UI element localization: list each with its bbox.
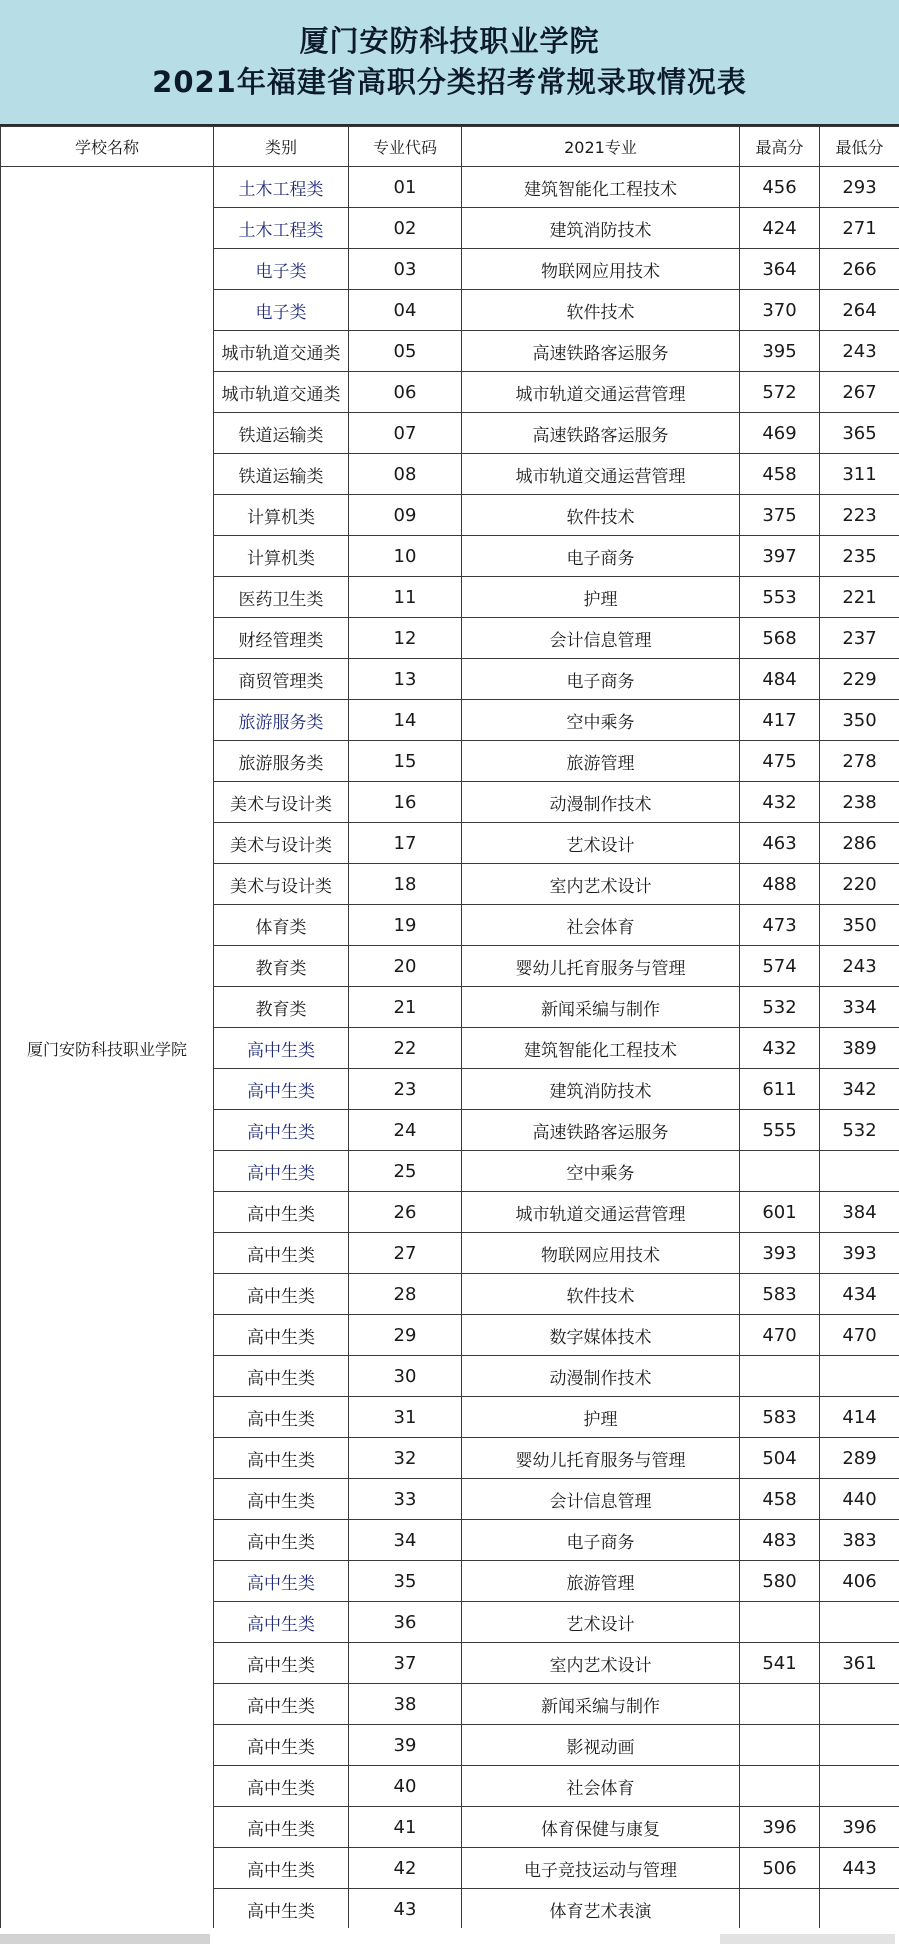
category-cell: 高中生类: [214, 1766, 349, 1807]
max-score-cell: 483: [740, 1520, 820, 1561]
category-cell: 医药卫生类: [214, 577, 349, 618]
min-score-cell: 220: [820, 864, 899, 905]
min-score-cell: 334: [820, 987, 899, 1028]
category-cell: 美术与设计类: [214, 864, 349, 905]
header-major: 2021专业: [462, 127, 740, 167]
major-code-cell: 13: [349, 659, 462, 700]
max-score-cell: 432: [740, 1028, 820, 1069]
max-score-cell: 397: [740, 536, 820, 577]
major-name-cell: 空中乘务: [462, 700, 740, 741]
header-max-score: 最高分: [740, 127, 820, 167]
major-name-cell: 建筑消防技术: [462, 1069, 740, 1110]
major-code-cell: 26: [349, 1192, 462, 1233]
major-code-cell: 41: [349, 1807, 462, 1848]
major-name-cell: 会计信息管理: [462, 618, 740, 659]
category-cell: 高中生类: [214, 1602, 349, 1643]
major-code-cell: 07: [349, 413, 462, 454]
major-name-cell: 电子竞技运动与管理: [462, 1848, 740, 1889]
max-score-cell: 541: [740, 1643, 820, 1684]
category-cell: 铁道运输类: [214, 413, 349, 454]
cutoff-shadow-right: [720, 1934, 895, 1944]
max-score-cell: 583: [740, 1274, 820, 1315]
min-score-cell: 443: [820, 1848, 899, 1889]
major-name-cell: 建筑智能化工程技术: [462, 1028, 740, 1069]
major-code-cell: 22: [349, 1028, 462, 1069]
major-name-cell: 高速铁路客运服务: [462, 413, 740, 454]
min-score-cell: [820, 1356, 899, 1397]
max-score-cell: [740, 1356, 820, 1397]
major-name-cell: 空中乘务: [462, 1151, 740, 1192]
category-cell: 高中生类: [214, 1889, 349, 1930]
major-name-cell: 动漫制作技术: [462, 782, 740, 823]
major-code-cell: 39: [349, 1725, 462, 1766]
major-name-cell: 艺术设计: [462, 823, 740, 864]
max-score-cell: 458: [740, 1479, 820, 1520]
min-score-cell: [820, 1602, 899, 1643]
category-cell: 城市轨道交通类: [214, 331, 349, 372]
min-score-cell: 243: [820, 946, 899, 987]
major-code-cell: 32: [349, 1438, 462, 1479]
major-code-cell: 19: [349, 905, 462, 946]
max-score-cell: 424: [740, 208, 820, 249]
major-code-cell: 28: [349, 1274, 462, 1315]
category-cell: 美术与设计类: [214, 782, 349, 823]
major-name-cell: 护理: [462, 1397, 740, 1438]
max-score-cell: 580: [740, 1561, 820, 1602]
min-score-cell: 243: [820, 331, 899, 372]
major-name-cell: 艺术设计: [462, 1602, 740, 1643]
major-name-cell: 新闻采编与制作: [462, 987, 740, 1028]
max-score-cell: [740, 1766, 820, 1807]
category-cell: 城市轨道交通类: [214, 372, 349, 413]
category-cell: 电子类: [214, 249, 349, 290]
max-score-cell: 470: [740, 1315, 820, 1356]
min-score-cell: 384: [820, 1192, 899, 1233]
major-name-cell: 婴幼儿托育服务与管理: [462, 946, 740, 987]
major-code-cell: 06: [349, 372, 462, 413]
major-code-cell: 14: [349, 700, 462, 741]
category-cell: 土木工程类: [214, 208, 349, 249]
min-score-cell: 264: [820, 290, 899, 331]
major-name-cell: 城市轨道交通运营管理: [462, 1192, 740, 1233]
min-score-cell: 237: [820, 618, 899, 659]
max-score-cell: 396: [740, 1807, 820, 1848]
min-score-cell: 532: [820, 1110, 899, 1151]
category-cell: 高中生类: [214, 1684, 349, 1725]
major-code-cell: 24: [349, 1110, 462, 1151]
category-cell: 土木工程类: [214, 167, 349, 208]
category-cell: 高中生类: [214, 1520, 349, 1561]
category-cell: 高中生类: [214, 1643, 349, 1684]
major-code-cell: 04: [349, 290, 462, 331]
major-name-cell: 数字媒体技术: [462, 1315, 740, 1356]
school-name-cell: 厦门安防科技职业学院: [1, 167, 214, 1930]
min-score-cell: 311: [820, 454, 899, 495]
major-code-cell: 10: [349, 536, 462, 577]
major-code-cell: 01: [349, 167, 462, 208]
category-cell: 高中生类: [214, 1110, 349, 1151]
major-name-cell: 体育保健与康复: [462, 1807, 740, 1848]
min-score-cell: 293: [820, 167, 899, 208]
max-score-cell: 611: [740, 1069, 820, 1110]
max-score-cell: [740, 1725, 820, 1766]
max-score-cell: [740, 1151, 820, 1192]
major-name-cell: 城市轨道交通运营管理: [462, 454, 740, 495]
major-code-cell: 27: [349, 1233, 462, 1274]
max-score-cell: 375: [740, 495, 820, 536]
min-score-cell: [820, 1684, 899, 1725]
min-score-cell: 389: [820, 1028, 899, 1069]
header-school-name: 学校名称: [1, 127, 214, 167]
min-score-cell: [820, 1725, 899, 1766]
major-name-cell: 社会体育: [462, 905, 740, 946]
category-cell: 旅游服务类: [214, 741, 349, 782]
major-name-cell: 城市轨道交通运营管理: [462, 372, 740, 413]
min-score-cell: 266: [820, 249, 899, 290]
major-name-cell: 物联网应用技术: [462, 1233, 740, 1274]
min-score-cell: 350: [820, 700, 899, 741]
min-score-cell: 361: [820, 1643, 899, 1684]
max-score-cell: 504: [740, 1438, 820, 1479]
major-name-cell: 电子商务: [462, 1520, 740, 1561]
max-score-cell: 395: [740, 331, 820, 372]
category-cell: 旅游服务类: [214, 700, 349, 741]
major-name-cell: 建筑智能化工程技术: [462, 167, 740, 208]
category-cell: 高中生类: [214, 1028, 349, 1069]
major-code-cell: 43: [349, 1889, 462, 1930]
major-code-cell: 38: [349, 1684, 462, 1725]
category-cell: 高中生类: [214, 1069, 349, 1110]
category-cell: 高中生类: [214, 1479, 349, 1520]
min-score-cell: 289: [820, 1438, 899, 1479]
category-cell: 铁道运输类: [214, 454, 349, 495]
category-cell: 财经管理类: [214, 618, 349, 659]
major-name-cell: 护理: [462, 577, 740, 618]
major-code-cell: 20: [349, 946, 462, 987]
min-score-cell: [820, 1151, 899, 1192]
max-score-cell: 574: [740, 946, 820, 987]
major-code-cell: 03: [349, 249, 462, 290]
category-cell: 电子类: [214, 290, 349, 331]
max-score-cell: [740, 1602, 820, 1643]
category-cell: 教育类: [214, 987, 349, 1028]
min-score-cell: 221: [820, 577, 899, 618]
major-code-cell: 12: [349, 618, 462, 659]
major-name-cell: 室内艺术设计: [462, 864, 740, 905]
header-min-score: 最低分: [820, 127, 899, 167]
header-category: 类别: [214, 127, 349, 167]
major-name-cell: 建筑消防技术: [462, 208, 740, 249]
max-score-cell: 555: [740, 1110, 820, 1151]
min-score-cell: 342: [820, 1069, 899, 1110]
major-name-cell: 软件技术: [462, 290, 740, 331]
major-code-cell: 33: [349, 1479, 462, 1520]
major-name-cell: 电子商务: [462, 536, 740, 577]
max-score-cell: 463: [740, 823, 820, 864]
category-cell: 美术与设计类: [214, 823, 349, 864]
category-cell: 高中生类: [214, 1233, 349, 1274]
major-code-cell: 35: [349, 1561, 462, 1602]
max-score-cell: 456: [740, 167, 820, 208]
major-name-cell: 会计信息管理: [462, 1479, 740, 1520]
max-score-cell: 601: [740, 1192, 820, 1233]
min-score-cell: 271: [820, 208, 899, 249]
max-score-cell: 553: [740, 577, 820, 618]
category-cell: 高中生类: [214, 1561, 349, 1602]
max-score-cell: 475: [740, 741, 820, 782]
max-score-cell: 364: [740, 249, 820, 290]
category-cell: 高中生类: [214, 1397, 349, 1438]
category-cell: 高中生类: [214, 1807, 349, 1848]
category-cell: 高中生类: [214, 1315, 349, 1356]
category-cell: 计算机类: [214, 495, 349, 536]
major-name-cell: 高速铁路客运服务: [462, 331, 740, 372]
major-name-cell: 体育艺术表演: [462, 1889, 740, 1930]
major-name-cell: 室内艺术设计: [462, 1643, 740, 1684]
major-code-cell: 09: [349, 495, 462, 536]
min-score-cell: 393: [820, 1233, 899, 1274]
major-code-cell: 40: [349, 1766, 462, 1807]
max-score-cell: 572: [740, 372, 820, 413]
major-code-cell: 15: [349, 741, 462, 782]
category-cell: 高中生类: [214, 1438, 349, 1479]
category-cell: 高中生类: [214, 1151, 349, 1192]
min-score-cell: 350: [820, 905, 899, 946]
category-cell: 高中生类: [214, 1192, 349, 1233]
min-score-cell: 235: [820, 536, 899, 577]
major-code-cell: 37: [349, 1643, 462, 1684]
category-cell: 高中生类: [214, 1274, 349, 1315]
major-code-cell: 18: [349, 864, 462, 905]
min-score-cell: 238: [820, 782, 899, 823]
min-score-cell: 406: [820, 1561, 899, 1602]
min-score-cell: [820, 1889, 899, 1930]
major-code-cell: 25: [349, 1151, 462, 1192]
major-code-cell: 11: [349, 577, 462, 618]
min-score-cell: 434: [820, 1274, 899, 1315]
min-score-cell: 365: [820, 413, 899, 454]
category-cell: 计算机类: [214, 536, 349, 577]
min-score-cell: 229: [820, 659, 899, 700]
category-cell: 教育类: [214, 946, 349, 987]
major-name-cell: 社会体育: [462, 1766, 740, 1807]
major-name-cell: 动漫制作技术: [462, 1356, 740, 1397]
max-score-cell: 417: [740, 700, 820, 741]
bottom-cutoff: [0, 1928, 899, 1951]
category-cell: 高中生类: [214, 1848, 349, 1889]
major-name-cell: 电子商务: [462, 659, 740, 700]
max-score-cell: 568: [740, 618, 820, 659]
major-name-cell: 婴幼儿托育服务与管理: [462, 1438, 740, 1479]
min-score-cell: 440: [820, 1479, 899, 1520]
min-score-cell: 267: [820, 372, 899, 413]
category-cell: 体育类: [214, 905, 349, 946]
major-code-cell: 29: [349, 1315, 462, 1356]
max-score-cell: 583: [740, 1397, 820, 1438]
major-name-cell: 新闻采编与制作: [462, 1684, 740, 1725]
major-code-cell: 05: [349, 331, 462, 372]
min-score-cell: 470: [820, 1315, 899, 1356]
category-cell: 高中生类: [214, 1725, 349, 1766]
max-score-cell: 469: [740, 413, 820, 454]
min-score-cell: 414: [820, 1397, 899, 1438]
major-code-cell: 30: [349, 1356, 462, 1397]
major-name-cell: 影视动画: [462, 1725, 740, 1766]
max-score-cell: [740, 1684, 820, 1725]
major-code-cell: 17: [349, 823, 462, 864]
major-code-cell: 08: [349, 454, 462, 495]
title-school: 厦门安防科技职业学院: [299, 24, 600, 58]
cutoff-shadow-left: [0, 1934, 210, 1944]
min-score-cell: 383: [820, 1520, 899, 1561]
max-score-cell: 473: [740, 905, 820, 946]
min-score-cell: 396: [820, 1807, 899, 1848]
min-score-cell: 286: [820, 823, 899, 864]
major-name-cell: 软件技术: [462, 1274, 740, 1315]
major-code-cell: 21: [349, 987, 462, 1028]
major-code-cell: 31: [349, 1397, 462, 1438]
max-score-cell: 393: [740, 1233, 820, 1274]
title-description: 2021年福建省高职分类招考常规录取情况表: [152, 65, 747, 99]
major-code-cell: 42: [349, 1848, 462, 1889]
major-name-cell: 旅游管理: [462, 1561, 740, 1602]
table-row: [1, 167, 899, 208]
min-score-cell: [820, 1766, 899, 1807]
table-header-row: [1, 127, 899, 167]
category-cell: 高中生类: [214, 1356, 349, 1397]
max-score-cell: [740, 1889, 820, 1930]
max-score-cell: 458: [740, 454, 820, 495]
max-score-cell: 484: [740, 659, 820, 700]
major-code-cell: 34: [349, 1520, 462, 1561]
major-name-cell: 软件技术: [462, 495, 740, 536]
major-code-cell: 02: [349, 208, 462, 249]
max-score-cell: 532: [740, 987, 820, 1028]
max-score-cell: 506: [740, 1848, 820, 1889]
header-major-code: 专业代码: [349, 127, 462, 167]
major-code-cell: 23: [349, 1069, 462, 1110]
max-score-cell: 370: [740, 290, 820, 331]
admission-score-table: [0, 126, 899, 1930]
major-name-cell: 物联网应用技术: [462, 249, 740, 290]
min-score-cell: 223: [820, 495, 899, 536]
major-name-cell: 旅游管理: [462, 741, 740, 782]
max-score-cell: 488: [740, 864, 820, 905]
category-cell: 商贸管理类: [214, 659, 349, 700]
major-name-cell: 高速铁路客运服务: [462, 1110, 740, 1151]
table-title-banner: [0, 0, 899, 126]
max-score-cell: 432: [740, 782, 820, 823]
major-code-cell: 36: [349, 1602, 462, 1643]
min-score-cell: 278: [820, 741, 899, 782]
major-code-cell: 16: [349, 782, 462, 823]
